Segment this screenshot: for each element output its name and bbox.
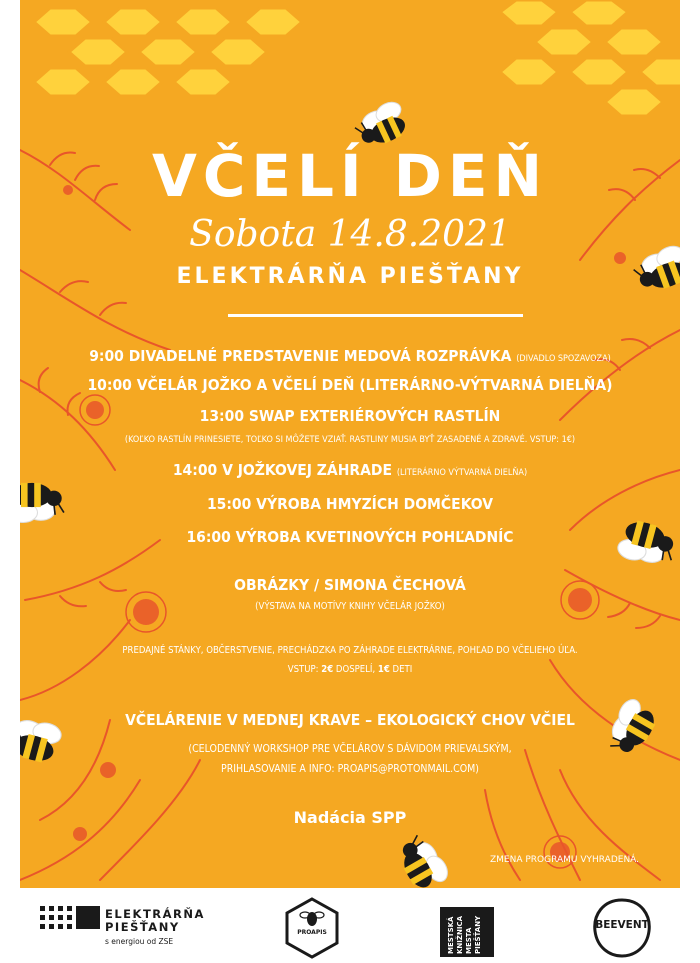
sponsor-logo: Nadácia SPP xyxy=(293,808,407,827)
program-item: 15:00 VÝROBA HMYZÍCH DOMČEKOV xyxy=(206,495,494,513)
entry-prices: VSTUP: 2€ DOSPELÍ, 1€ DETI xyxy=(287,664,413,675)
exhibition-title: OBRÁZKY / SIMONA ČECHOVÁ xyxy=(234,576,466,594)
program-item-note: (KOĽKO RASTLÍN PRINESIETE, TOĽKO SI MÔŽETE VZIAŤ. RASTLINY MUSIA BYŤ ZASADENÉ A ZDRAVÉ. VSTUP: 1€) xyxy=(124,435,576,445)
program-item: 16:00 VÝROBA KVETINOVÝCH POHĽADNÍC xyxy=(186,528,514,546)
workshop-title: VČELÁRENIE V MEDNEJ KRAVE – EKOLOGICKÝ CHOV VČIEL xyxy=(125,711,575,729)
program-disclaimer: ZMENA PROGRAMU VYHRADENÁ. xyxy=(490,855,640,865)
event-venue: ELEKTRÁRŇA PIEŠŤANY xyxy=(176,264,524,289)
proapis-logo-icon xyxy=(283,897,341,959)
exhibition-note: (VÝSTAVA NA MOTÍVY KNIHY VČELÁR JOŽKO) xyxy=(255,601,445,612)
beevent-name: BEEVENT xyxy=(595,919,649,931)
elektrarna-name: ELEKTRÁRŇA PIEŠŤANY xyxy=(105,907,205,934)
program-item: 13:00 SWAP EXTERIÉROVÝCH RASTLÍN xyxy=(199,407,501,425)
workshop-note: (CELODENNÝ WORKSHOP PRE VČELÁROV S DÁVIDOM PRIEVALSKÝM, xyxy=(188,743,512,755)
event-poster xyxy=(20,0,680,888)
elektrarna-logo-icon xyxy=(40,904,102,940)
event-date: Sobota 14.8.2021 xyxy=(189,214,511,255)
program-item: 9:00 DIVADELNÉ PREDSTAVENIE MEDOVÁ ROZPRÁVKA (DIVADLO SPOZAVOZA) xyxy=(89,347,611,365)
event-title: VČELÍ DEŇ xyxy=(151,142,549,210)
elektrarna-tagline: s energiou od ZSE xyxy=(105,937,174,946)
proapis-name: PROAPIS xyxy=(297,929,327,936)
workshop-contact: PRIHLASOVANIE A INFO: PROAPIS@PROTONMAIL.COM) xyxy=(221,763,479,775)
program-item: 10:00 VČELÁR JOŽKO A VČELÍ DEŇ (LITERÁRNO-VÝTVARNÁ DIELŇA) xyxy=(87,376,613,394)
kniznica-name: MESTSKÁ KNIŽNICA MESTA PIEŠŤANY xyxy=(447,915,482,954)
extras-line: PREDAJNÉ STÁNKY, OBČERSTVENIE, PRECHÁDZKA PO ZÁHRADE ELEKTRÁRNE, POHĽAD DO VČELIEHO ÚĽA. xyxy=(122,645,578,656)
program-item: 14:00 V JOŽKOVEJ ZÁHRADE (LITERÁRNO VÝTVARNÁ DIELŇA) xyxy=(172,461,528,479)
title-divider xyxy=(228,314,523,317)
